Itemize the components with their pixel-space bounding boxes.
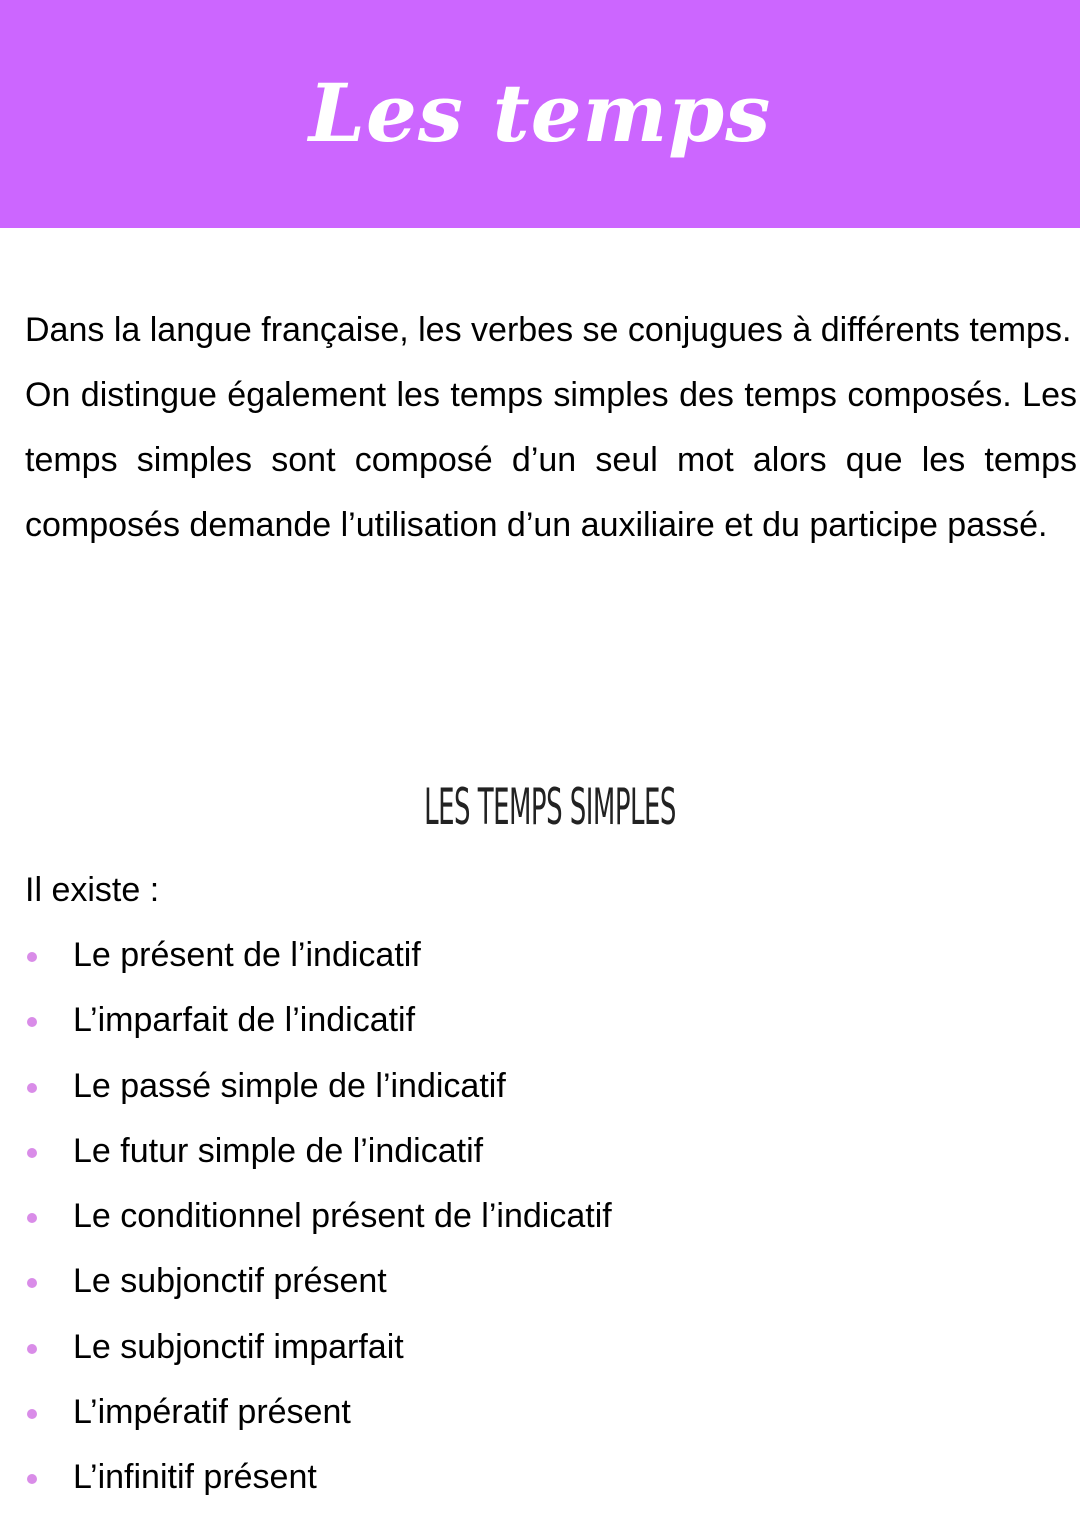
intro-paragraph: Dans la langue française, les verbes se conjugues à différents temps. xyxy=(25,311,1072,349)
list-item xyxy=(0,1054,612,1119)
list-item-label: L’impératif présent xyxy=(73,1393,351,1432)
bullet-icon xyxy=(27,1213,37,1223)
list-item xyxy=(0,1184,612,1249)
header-banner xyxy=(0,0,1080,228)
bullet-icon xyxy=(27,1083,37,1093)
list-item-label: Le passé simple de l’indicatif xyxy=(73,1066,506,1105)
list-item xyxy=(0,988,612,1053)
list-item xyxy=(0,1445,612,1510)
list-lead: Il existe : xyxy=(25,871,160,909)
bullet-icon xyxy=(27,1409,37,1419)
list-item-label: L’imparfait de l’indicatif xyxy=(73,1001,416,1040)
bullet-icon xyxy=(27,1474,37,1484)
list-item xyxy=(0,1249,612,1314)
intro-paragraph: On distingue également les temps simples des temps composés. Les temps simples sont composé d’un seul mot alors que les temps composés demande l’utilisation d’un auxiliaire et du participe passé. xyxy=(25,376,1077,544)
list-item-label: Le subjonctif imparfait xyxy=(73,1327,404,1366)
bullet-icon xyxy=(27,1017,37,1027)
intro-text xyxy=(25,298,1077,558)
list-item xyxy=(0,1315,612,1380)
bullet-icon xyxy=(27,1344,37,1354)
list-item-label: Le subjonctif présent xyxy=(73,1262,387,1301)
list-item-label: Le conditionnel présent de l’indicatif xyxy=(73,1197,612,1236)
list-item xyxy=(0,923,612,988)
bullet-icon xyxy=(27,952,37,962)
list-item xyxy=(0,1119,612,1184)
bullet-icon xyxy=(27,1148,37,1158)
list-item-label: Le futur simple de l’indicatif xyxy=(73,1131,484,1170)
list-item-label: L’infinitif présent xyxy=(73,1458,317,1497)
page-title: Les temps xyxy=(308,66,772,160)
tense-list xyxy=(0,923,612,1511)
list-item xyxy=(0,1380,612,1445)
list-item-label: Le présent de l’indicatif xyxy=(73,936,421,974)
section-title: LES TEMPS SIMPLES xyxy=(424,778,676,836)
bullet-icon xyxy=(27,1278,37,1288)
